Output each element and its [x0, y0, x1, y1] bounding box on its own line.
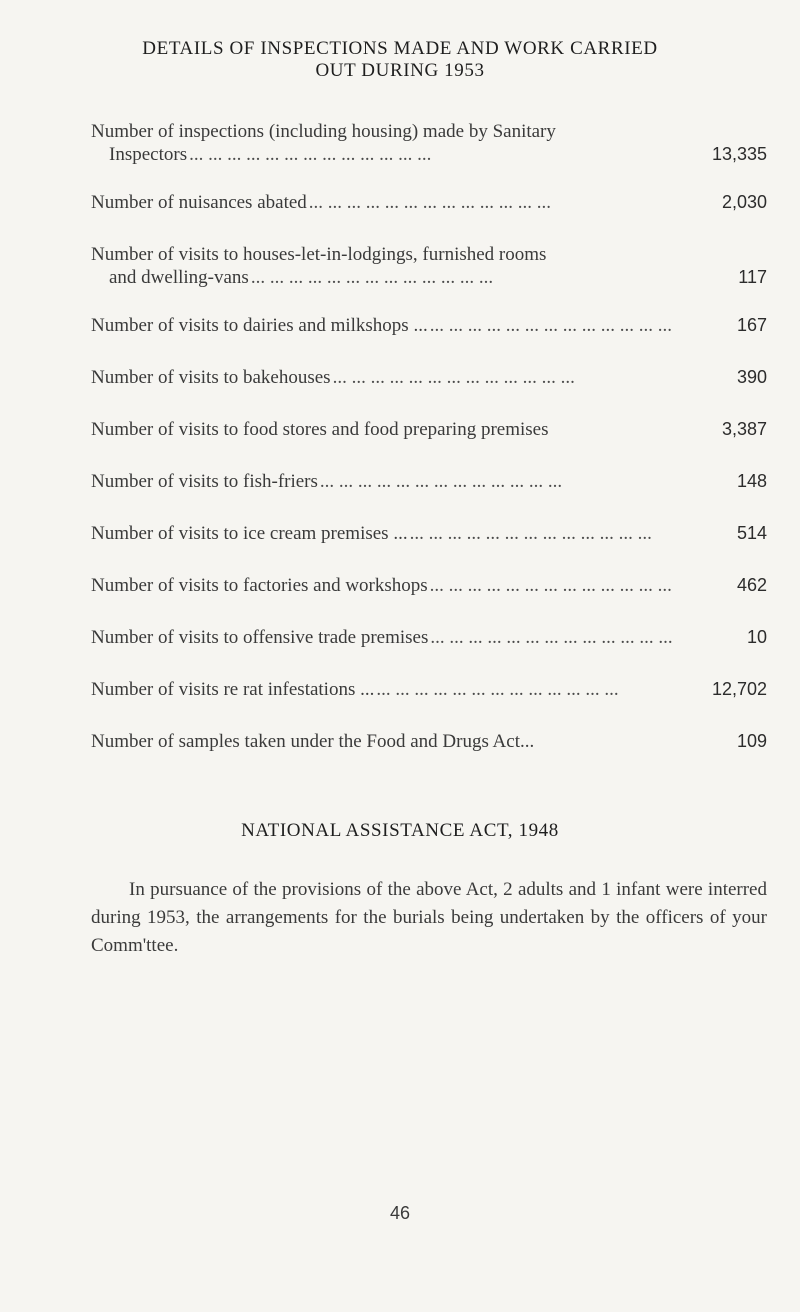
row-label: Number of visits to fish-friers — [91, 471, 318, 492]
row-label: Number of samples taken under the Food and Drugs Act... — [91, 731, 535, 752]
list-item-samples — [91, 730, 767, 753]
list-item-factories — [91, 574, 767, 597]
row-value: 109 — [736, 731, 767, 751]
list-item-rat-infestations — [91, 678, 767, 701]
leader-dots: ... ... ... ... ... ... ... ... ... ... ... ... ... — [319, 471, 563, 492]
leader-dots: ... ... ... ... ... ... ... ... ... ... ... ... ... — [189, 144, 432, 165]
leader-dots: ... ... ... ... ... ... ... ... ... ... ... ... ... — [430, 627, 673, 648]
leader-dots: ... ... ... ... ... ... ... ... ... ... ... ... ... — [332, 367, 575, 388]
leader-dots: ... ... ... ... ... ... ... ... ... ... ... ... ... — [409, 523, 652, 544]
row-value: 117 — [738, 267, 767, 287]
row-value: 13,335 — [711, 144, 767, 164]
row-value: 462 — [736, 575, 767, 595]
list-item-food-stores — [91, 418, 767, 441]
row-label: Number of visits to dairies and milkshops ... — [91, 315, 428, 336]
list-item-lodgings — [91, 243, 767, 289]
row-label: Number of visits to offensive trade premises — [91, 627, 429, 648]
list-item-inspections — [91, 120, 767, 166]
row-value: 167 — [736, 315, 767, 335]
section-paragraph: In pursuance of the provisions of the above Act, 2 adults and 1 infant were interred during 1953, the arrangements for the burials being undertaken by the officers of your Comm'ttee. — [91, 879, 767, 956]
row-value: 514 — [736, 523, 767, 543]
leader-dots: ... ... ... ... ... ... ... ... ... ... ... ... ... — [429, 315, 672, 336]
list-item-nuisances — [91, 191, 767, 214]
row-label: Number of visits to factories and workshops — [91, 575, 428, 596]
row-label-line-1: Number of visits to houses-let-in-lodgings, furnished rooms — [91, 244, 547, 265]
row-value: 3,387 — [721, 419, 767, 439]
row-value: 390 — [736, 367, 767, 387]
row-value: 148 — [736, 471, 767, 491]
section-heading: NATIONAL ASSISTANCE ACT, 1948 — [241, 820, 559, 841]
leader-dots: ... ... ... ... ... ... ... ... ... ... ... ... ... — [308, 192, 552, 213]
list-item-ice-cream — [91, 522, 767, 545]
row-label: Number of visits to food stores and food preparing premises — [91, 419, 549, 440]
row-label: Number of nuisances abated — [91, 192, 307, 213]
row-label: Number of visits re rat infestations ... — [91, 679, 375, 700]
page-title-line-1: DETAILS OF INSPECTIONS MADE AND WORK CARRIED — [142, 38, 658, 59]
leader-dots: ... ... ... ... ... ... ... ... ... ... ... ... ... — [250, 267, 494, 288]
list-item-offensive-trade — [91, 626, 767, 649]
row-value: 12,702 — [711, 679, 767, 699]
page-title-line-2: OUT DURING 1953 — [315, 60, 485, 81]
row-value: 10 — [746, 627, 767, 647]
list-item-dairies — [91, 314, 767, 337]
row-label: Number of visits to bakehouses — [91, 367, 331, 388]
row-label-line-1: Number of inspections (including housing) made by Sanitary — [91, 121, 556, 142]
page-number: 46 — [389, 1203, 411, 1223]
row-label: Inspectors — [109, 144, 188, 165]
leader-dots: ... ... ... ... ... ... ... ... ... ... ... ... ... — [429, 575, 672, 596]
list-item-fish-friers — [91, 470, 767, 493]
row-value: 2,030 — [721, 192, 767, 212]
list-item-bakehouses — [91, 366, 767, 389]
leader-dots: ... ... ... ... ... ... ... ... ... ... ... ... ... — [376, 679, 619, 700]
row-label: Number of visits to ice cream premises ... — [91, 523, 408, 544]
row-label: and dwelling-vans — [109, 267, 249, 288]
